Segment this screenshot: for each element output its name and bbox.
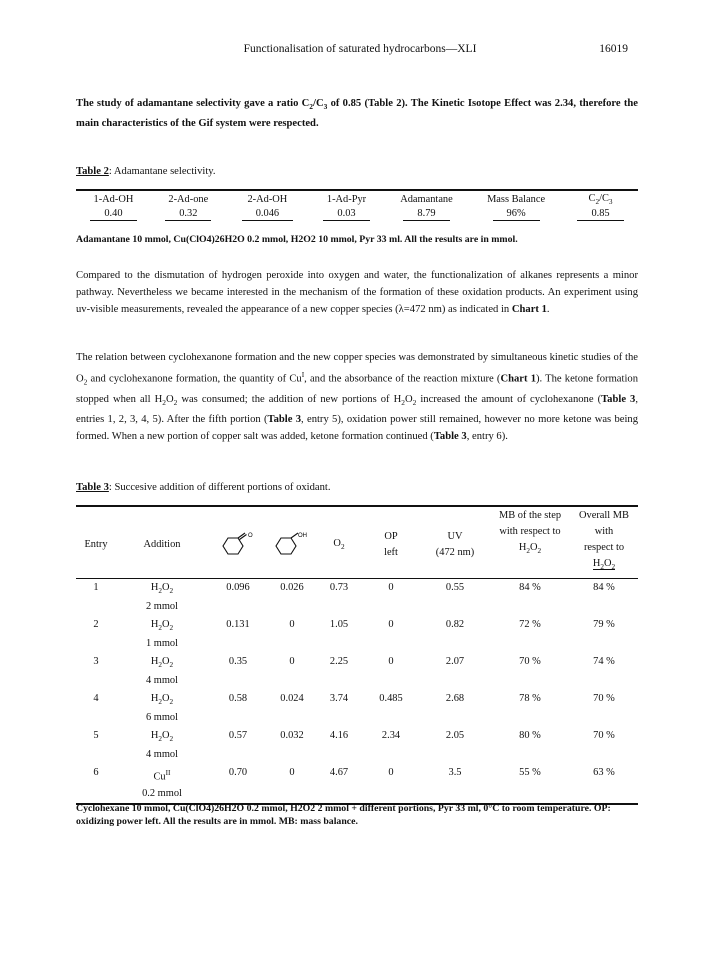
cell-o2: 3.74 [329, 693, 349, 705]
cell-amount: 6 mmol [145, 712, 179, 724]
table2-cell [226, 207, 309, 223]
cell-entry: 5 [93, 730, 99, 742]
p3-sub: 2 [162, 397, 166, 407]
cell-o2: 1.05 [329, 619, 349, 631]
cell-cyclohexanol: 0 [268, 764, 316, 803]
cell-mb: 70 % [519, 656, 541, 668]
paragraph-2: Compared to the dismutation of hydrogen peroxide into oxygen and water, the functionalization of alkanes represents a minor pathway. Nevertheless we became interested in the mechanism of the formation of these oxidation products. An experiment using uv-visible measurements, revealed the appearance of a new copper species (λ=472 nm) as indicated in Chart 1. [76, 270, 638, 315]
cell-amount: 2 mmol [145, 601, 179, 613]
table3 [76, 505, 638, 805]
cell-entry: 1 [93, 582, 99, 594]
table-row [76, 579, 638, 617]
p3-text: and cyclohexanone formation, the quantity of Cu [87, 373, 302, 385]
table3-header-row [76, 506, 638, 576]
table-row [76, 764, 638, 803]
op-label-2: left [384, 547, 398, 559]
p3-text: ). The ketone formation stopped when all H [76, 373, 638, 405]
cell-mb: 72 % [519, 619, 541, 631]
table2-header: 1-Ad-OH [93, 194, 134, 206]
table3-header-op [362, 506, 420, 576]
omb-label-4: $H_2O_2$ [592, 558, 616, 572]
cell-uv: 2.68 [445, 693, 465, 705]
omb-label: Overall MB [579, 510, 629, 521]
intro-sub: 2 [309, 102, 313, 112]
cell-op: 0.485 [379, 693, 403, 705]
table2-cell [76, 207, 151, 223]
table-row [76, 727, 638, 764]
p3-text: O [404, 393, 413, 405]
table2-value: 8.79 [403, 208, 449, 221]
p3-text: was consumed; the addition of new portions of H [177, 393, 402, 405]
table-row [76, 616, 638, 653]
cell-overall-mb: 84 % [593, 582, 615, 594]
cyclohexanone-icon [219, 532, 257, 558]
cell-addition: $Cu^{II}$ 0.2 mmol [116, 764, 208, 803]
table2-value: 0.32 [165, 208, 211, 221]
cyclohexanone-structure [208, 506, 268, 576]
header-title: Functionalisation of saturated hydrocarbons—XLI [243, 43, 477, 55]
uv-label: UV [447, 531, 463, 543]
chart-ref: Chart 1 [500, 373, 536, 385]
cell-cyclohexanone: 0.131 [226, 619, 250, 631]
oxo-label: O [248, 533, 253, 540]
table3-caption-text: : Succesive addition of different portions of oxidant. [108, 482, 331, 493]
cell-amount: 0.2 mmol [142, 787, 182, 799]
table-ref: Table 3 [267, 413, 302, 425]
table2-footnote: Adamantane 10 mmol, Cu(ClO4)26H2O 0.2 mmol, H2O2 10 mmol, Pyr 33 ml. All the results are in mmol. [76, 234, 518, 245]
cell-amount: 4 mmol [145, 675, 179, 687]
p3-text: , entry 5), oxidation power still remained, however no more ketone was being formed. When a new portion of copper salt was added, ketone formation continued ( [76, 413, 638, 442]
cell-cyclohexanol: 0 [289, 656, 295, 668]
cell-cyclohexanone: 0.35 [228, 656, 248, 668]
p3-sub: 2 [173, 397, 178, 407]
table2-cell [469, 207, 563, 223]
table2-cell [563, 207, 638, 223]
table3-header-entry: Entry [84, 539, 108, 551]
intro-text: /C [313, 98, 324, 109]
cell-op: 2.34 [381, 730, 401, 742]
table3-caption [76, 482, 331, 493]
cell-cyclohexanol: 0.032 [280, 730, 304, 742]
cell-amount: 4 mmol [145, 749, 179, 761]
table3-header-uv [420, 506, 490, 576]
intro-text: The study of adamantane selectivity gave a ratio C [76, 98, 310, 109]
cell-cyclohexanone: 0.096 [226, 582, 250, 594]
table2-header: 1-Ad-Pyr [326, 194, 367, 206]
cell-mb: 78 % [519, 693, 541, 705]
table2-value: 0.40 [90, 208, 136, 221]
cell-o2: 0.73 [329, 582, 349, 594]
table2-header-ratio: $C_2/C_3$ [588, 193, 613, 207]
cell-cyclohexanol: 0.026 [280, 582, 304, 594]
p3-sup: I [301, 370, 305, 379]
table3-header-addition: Addition [143, 539, 181, 551]
mb-label: MB of the step [498, 510, 562, 521]
cell-addition: $H_2O_2$ 4 mmol [145, 730, 179, 761]
cell-op: 0 [388, 656, 394, 668]
paragraph-3 [76, 349, 638, 445]
cell-uv: 3.5 [420, 764, 490, 803]
table2-header: 2-Ad-OH [247, 194, 288, 206]
p3-text: , entries 1, 2, 3, 4, 5). After the fifth portion ( [76, 393, 639, 425]
cell-cyclohexanone: 0.58 [228, 693, 248, 705]
table2-header: Mass Balance [487, 194, 546, 206]
table2-cell [151, 207, 226, 223]
cyclohexanol-icon [272, 532, 312, 558]
table3-header-mb: MB of the step with respect to $H_2O_2$ [498, 510, 562, 556]
p3-text: , entry 6). [466, 430, 508, 442]
cell-entry: 3 [93, 656, 99, 668]
table-row [76, 690, 638, 727]
p3-sub: 2 [83, 377, 88, 387]
cell-op: 0 [362, 764, 420, 803]
p3-text: The relation between cyclohexanone formation and the new copper species was demonstrated by simultaneous kinetic studies of the O [76, 352, 638, 385]
table2-caption-text: : Adamantane selectivity. [108, 166, 216, 177]
table3-footnote: Cyclohexane 10 mmol, Cu(ClO4)26H2O 0.2 mmol, H2O2 2 mmol + different portions, Pyr 33 ml, 0°C to room temperature. OP: oxidizing power left. All the results are in mmol. MB: mass balance. [76, 803, 611, 827]
cell-overall-mb: 79 % [593, 619, 615, 631]
table-row [76, 653, 638, 690]
table3-caption-label: Table 3 [76, 482, 109, 493]
cell-uv: 0.82 [445, 619, 465, 631]
cell-entry: 6 [76, 764, 116, 803]
cell-mb: 80 % [519, 730, 541, 742]
table2-cell [309, 207, 384, 223]
cell-mb: 84 % [519, 582, 541, 594]
table-ref: Table 3 [433, 430, 467, 442]
uv-label-2: (472 nm) [435, 547, 475, 559]
table2-caption-label: Table 2 [76, 166, 109, 177]
cell-o2: 4.67 [316, 764, 362, 803]
intro-sub: 3 [323, 102, 328, 112]
table2-header: 2-Ad-one [168, 194, 209, 206]
cell-uv: 0.55 [445, 582, 465, 594]
chart-ref: Chart 1 [511, 304, 547, 315]
cell-addition: $H_2O_2$ 6 mmol [145, 693, 179, 724]
cell-op: 0 [388, 582, 394, 594]
table2 [76, 189, 638, 223]
cell-mb: 55 % [490, 764, 570, 803]
p3-text: increased the amount of cyclohexanone ( [416, 393, 602, 405]
cell-o2: 2.25 [329, 656, 349, 668]
cell-addition: $H_2O_2$ 1 mmol [145, 619, 179, 650]
intro-paragraph [76, 95, 638, 132]
hydroxyl-label: OH [298, 533, 307, 540]
omb-label-3: respect to [583, 542, 625, 553]
cell-overall-mb: 74 % [593, 656, 615, 668]
p3-text: , and the absorbance of the reaction mixture ( [304, 373, 501, 385]
cyclohexanol-structure [268, 506, 316, 576]
cell-uv: 2.05 [445, 730, 465, 742]
cell-addition: $H_2O_2$ 2 mmol [145, 582, 179, 613]
table2-header: Adamantane [400, 194, 453, 206]
page-number: 16019 [599, 43, 628, 55]
intro-text: of 0.85 ( [327, 98, 368, 109]
paragraph-2-text: Compared to the dismutation of hydrogen peroxide into oxygen and water, the functionalization of alkanes represents a minor pathway. Nevertheless we became interested in the mechanism of the formation of these oxidation products. An experiment using uv-visible measurements, revealed the appearance of a new copper species (λ=472 nm) as indicated in [76, 270, 638, 315]
table2-cell [384, 207, 469, 223]
cell-addition: $H_2O_2$ 4 mmol [145, 656, 179, 687]
cell-op: 0 [388, 619, 394, 631]
cell-entry: 2 [93, 619, 99, 631]
table3-header-o2: $O_2$ [333, 537, 345, 551]
cell-overall-mb: 70 % [593, 693, 615, 705]
table2-value: 0.046 [242, 208, 293, 221]
p3-sub: 2 [412, 397, 417, 407]
table2-value-row [76, 207, 638, 223]
table-ref: Table 3 [601, 393, 636, 405]
cell-cyclohexanone: 0.70 [208, 764, 268, 803]
table2-value: 96% [493, 208, 540, 221]
op-label: OP [384, 531, 398, 543]
cell-overall-mb: 63 % [570, 764, 638, 803]
table2-value: 0.85 [577, 208, 623, 221]
omb-label-2: with [594, 526, 614, 537]
table-ref: Table 2 [368, 98, 402, 109]
p3-text: O [165, 393, 174, 405]
table2-header-row [76, 190, 638, 207]
cell-cyclohexanone: 0.57 [228, 730, 248, 742]
cell-o2: 4.16 [329, 730, 349, 742]
cell-amount: 1 mmol [145, 638, 179, 650]
intro-text: ). The Kinetic Isotope Effect was 2.34, therefore the main characteristics of the Gif system were respected. [76, 98, 639, 130]
cell-cyclohexanol: 0 [289, 619, 295, 631]
table2-value: 0.03 [323, 208, 369, 221]
table2-caption [76, 166, 216, 177]
cell-entry: 4 [93, 693, 99, 705]
mb-label-2: with respect to [499, 526, 561, 537]
table3-header-overall-mb [570, 506, 638, 576]
cell-cyclohexanol: 0.024 [280, 693, 304, 705]
cell-uv: 2.07 [445, 656, 465, 668]
cell-overall-mb: 70 % [593, 730, 615, 742]
p3-sub: 2 [401, 397, 405, 407]
